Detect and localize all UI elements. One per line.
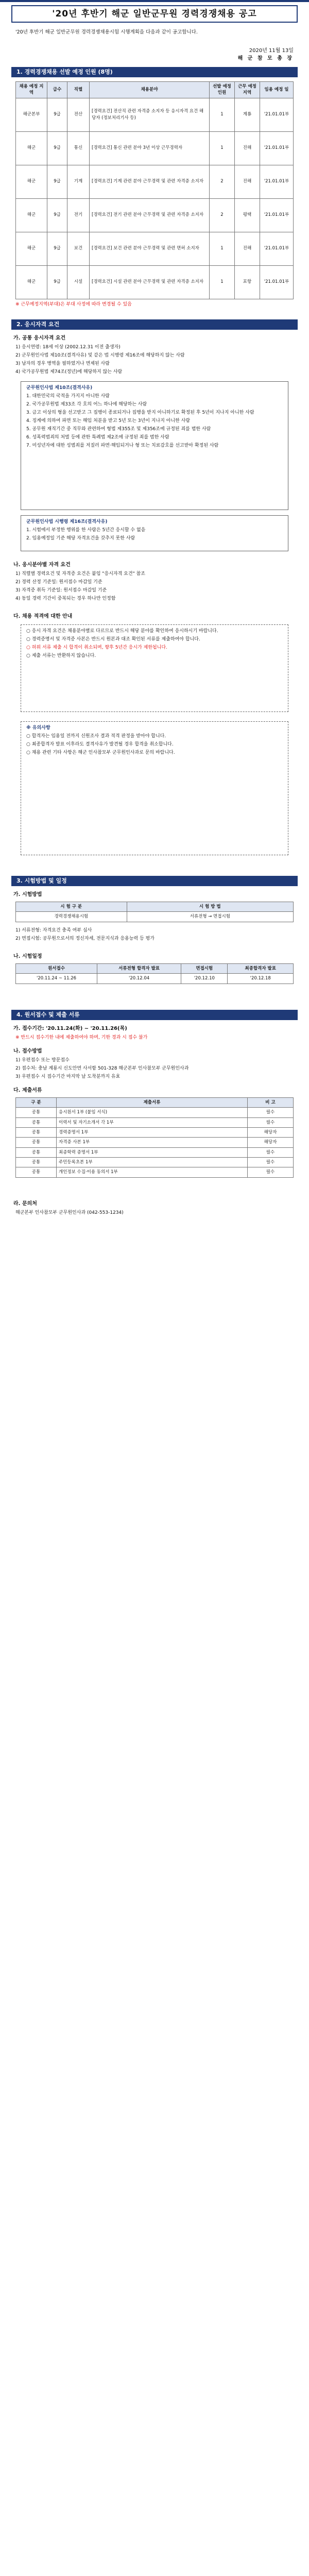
cell: 진해 [235,131,260,165]
header-cell: 채용분야 [90,82,210,98]
cell: 평택 [235,198,260,232]
cell: 보건 [67,232,90,265]
cell: 계룡 [235,98,260,131]
cell: 해군 [16,265,47,299]
application-period-note: ※ 반드시 접수기한 내에 제출하여야 하며, 기한 경과 시 접수 불가 [15,1035,148,1040]
cell: [경력요건] 통신 관련 분야 3년 이상 근무경력자 [90,131,210,165]
positions-header-row [16,82,294,98]
cell: 필수 [248,1108,294,1117]
cell: 자격증 사본 1부 [57,1138,248,1147]
list-item: 2) 경력 산정 기준일: 원서접수 마감일 기준 [15,580,102,585]
table-row [16,98,294,131]
cell: 해군 [16,131,47,165]
header-cell: 원서접수 [16,964,97,974]
cell: [경력요건] 전산직 관련 자격증 소지자 등 응시자격 요건 해당자 (정보처리기사 등) [90,98,210,131]
list-item: 2) 면접시험: 공무원으로서의 정신자세, 전문지식과 응용능력 등 평가 [15,936,154,942]
cell: 1 [210,232,235,265]
list-item: 4) 국가공무원법 제74조(정년)에 해당하지 않는 사람 [15,369,123,375]
subsection-application-method: 나. 접수방법 [13,1048,42,1054]
cell: '21.01.01부 [260,165,294,198]
list-item: 2) 접수처: 충남 계룡시 신도안면 사서함 501-328 해군본부 인사참모부 군무원인사과 [15,1066,189,1072]
contact-line: 해군본부 인사참모부 군무원인사과 (042-553-1234) [15,1210,124,1215]
table-header-row [16,1098,294,1108]
cell: 서류전형 → 면접시험 [127,912,293,922]
cell: 2 [210,198,235,232]
cell: 전산 [67,98,90,131]
list-item: ○ 응시 자격 요건은 채용분야별로 다르므로 반드시 해당 분야를 확인하여 응시하시기 바랍니다. [26,629,218,634]
required-documents-table [15,1097,294,1178]
signoff-org: 해 군 참 모 총 장 [237,55,294,61]
cell: 9급 [47,265,67,299]
cell: 필수 [248,1167,294,1177]
list-item: ○ 합격자는 임용일 전까지 신원조사 결과 적격 판정을 받아야 합니다. [26,734,166,739]
positions-footnote: ※ 근무예정지역(부대)은 부대 사정에 따라 변경될 수 있음 [15,301,132,307]
contact-info [15,1210,294,1218]
list-item: 2. 임용예정일 기준 해당 자격요건을 갖추지 못한 사람 [26,536,135,541]
cell: 해군본부 [16,98,47,131]
list-item: 1) 직렬별 경력요건 및 자격증 요건은 붙임 "응시자격 요건" 참조 [15,571,145,577]
cell: 1 [210,131,235,165]
list-item: 3) 남자의 경우 병역을 필하였거나 면제된 사람 [15,361,110,367]
header-cell: 시 험 방 법 [127,902,293,912]
box-title: 군무원인사법 시행령 제16조(결격사유) [26,519,108,524]
table-row [16,198,294,232]
cell: 공통 [16,1138,57,1147]
cell: 기계 [67,165,90,198]
list-item: ○ 경력증명서 및 자격증 사본은 반드시 원본과 대조 확인된 서류를 제출하여야 합니다. [26,637,200,642]
table-row [16,1117,294,1127]
cell: 필수 [248,1157,294,1167]
cell: 9급 [47,131,67,165]
cell: 공통 [16,1108,57,1117]
cell: 공통 [16,1127,57,1137]
enforcement-decree-box [21,515,288,551]
cell: [경력요건] 전기 관련 분야 근무경력 및 관련 자격증 소지자 [90,198,210,232]
cell: 이력서 및 자기소개서 각 1부 [57,1117,248,1127]
cell: [경력요건] 기계 관련 분야 근무경력 및 관련 자격증 소지자 [90,165,210,198]
list-item: 3) 우편접수 시 접수기간 마지막 날 도착분까지 유효 [15,1074,121,1080]
cell: '21.01.01부 [260,198,294,232]
cell: 2 [210,165,235,198]
exam-method-table [15,902,294,922]
cell: '20.12.10 [181,974,228,984]
header-cell: 직렬 [67,82,90,98]
cell: '20.12.04 [97,974,181,984]
cell: 해군 [16,232,47,265]
table-row [16,1147,294,1157]
list-item: 4. 징계에 의하여 파면 또는 해임 처분을 받고 5년 또는 3년이 지나지 아니한 사람 [26,418,191,424]
cell: 공통 [16,1117,57,1127]
cell: '21.01.01부 [260,98,294,131]
table-row [16,1127,294,1137]
header-cell: 비 고 [248,1098,294,1108]
cell: 경력경쟁채용시험 [16,912,127,922]
table-row [16,1167,294,1177]
table-row [16,912,294,922]
section-3-heading: 3. 시험방법 및 일정 [11,876,298,886]
cell: '21.01.01부 [260,232,294,265]
cell: 9급 [47,165,67,198]
cell: 공통 [16,1157,57,1167]
signoff [238,47,294,62]
header-cell: 채용 예정 지역 [16,82,47,98]
table-row [16,1108,294,1117]
intro-text: '20년 후반기 해군 일반군무원 경력경쟁채용시험 시행계획을 다음과 같이 공고합니다. [15,29,198,35]
list-item: 4) 동일 경력 기간이 중복되는 경우 하나만 인정함 [15,596,116,602]
cell: 시설 [67,265,90,299]
list-item: ○ 제출 서류는 반환하지 않습니다. [26,653,96,659]
list-item: 2. 국가공무원법 제33조 각 호의 어느 하나에 해당하는 사람 [26,402,147,408]
cell: 공통 [16,1147,57,1157]
cell: 해군 [16,165,47,198]
box-title: ※ 유의사항 [26,725,50,731]
cell: [경력요건] 보건 관련 분야 근무경력 및 관련 면허 소지자 [90,232,210,265]
cell: 경력증명서 1부 [57,1127,248,1137]
list-item: 1. 시험에서 부정한 행위를 한 사람은 5년간 응시할 수 없음 [26,528,146,533]
cell: 필수 [248,1147,294,1157]
subsection-field-requirements: 나. 응시분야별 자격 요건 [13,562,71,568]
cell: '20.11.24 ~ 11.26 [16,974,97,984]
header-cell: 근무 예정 지역 [235,82,260,98]
subsection-exam-method: 가. 시험방법 [13,892,42,897]
table-header-row [16,902,294,912]
table-row [16,265,294,299]
section-2-heading: 2. 응시자격 요건 [11,319,298,330]
common-requirements-list [15,344,294,377]
exam-method-notes [15,927,294,944]
application-method-list [15,1057,294,1082]
cell: 해당자 [248,1138,294,1147]
cell: 진해 [235,232,260,265]
list-item: ○ 허위 서류 제출 시 합격이 취소되며, 향후 5년간 응시가 제한됩니다. [26,645,167,651]
cell: 공통 [16,1167,57,1177]
cell: 필수 [248,1117,294,1127]
table-header-row [16,964,294,974]
list-item: 1) 응시연령: 18세 이상 (2002.12.31 이전 출생자) [15,345,121,350]
eligibility-guide-box [21,624,288,712]
header-cell: 시 험 구 분 [16,902,127,912]
cell: 9급 [47,232,67,265]
subsection-eligibility-guide: 다. 채용 적격에 대한 안내 [13,614,73,619]
list-item: 3) 자격증 취득 기준일: 원서접수 마감일 기준 [15,588,107,594]
cell: 1 [210,265,235,299]
table-row [16,1157,294,1167]
disqualification-box [21,381,288,510]
cell: 포항 [235,265,260,299]
list-item: 3. 금고 이상의 형을 선고받고 그 집행이 종료되거나 집행을 받지 아니하기로 확정된 후 5년이 지나지 아니한 사람 [26,410,254,416]
header-cell: 서류전형 합격자 발표 [97,964,181,974]
list-item: 1. 대한민국의 국적을 가지지 아니한 사람 [26,394,110,399]
cell: 9급 [47,198,67,232]
cell: 최종학력 증명서 1부 [57,1147,248,1157]
header-cell: 선발 예정 인원 [210,82,235,98]
list-item: 6. 성폭력범죄의 처벌 등에 관한 특례법 제2조에 규정된 죄를 범한 사람 [26,435,169,440]
signoff-date: 2020년 11월 13일 [249,48,294,54]
table-row [16,131,294,165]
field-requirements-list [15,571,294,604]
top-accent-bar [0,0,309,2]
cell: '21.01.01부 [260,131,294,165]
table-row [16,165,294,198]
cell: 9급 [47,98,67,131]
list-item: 7. 미성년자에 대한 성범죄를 저질러 파면·해임되거나 형 또는 치료감호를 선고받아 확정된 사람 [26,443,219,449]
list-item: 1) 서류전형: 자격요건 충족 여부 심사 [15,928,92,933]
section-1-heading: 1. 경력경쟁채용 선발 예정 인원 (8명) [11,67,298,77]
cell: '21.01.01부 [260,265,294,299]
cell: 해당자 [248,1127,294,1137]
table-row [16,1138,294,1147]
positions-table [15,81,294,308]
list-item: 2) 군무원인사법 제10조(결격사유) 및 같은 법 시행령 제16조에 해당하지 않는 사람 [15,353,185,359]
document-title: '20년 후반기 해군 일반군무원 경력경쟁채용 공고 [11,5,298,23]
box-title: 군무원인사법 제10조(결격사유) [26,385,93,391]
list-item: 5. 공무원 재직기간 중 직무와 관련하여 형법 제355조 및 제356조에 규정된 죄를 범한 사람 [26,427,211,432]
cell: 통신 [67,131,90,165]
cell: 주민등록초본 1부 [57,1157,248,1167]
cell: 1 [210,98,235,131]
cell: 개인정보 수집·이용 동의서 1부 [57,1167,248,1177]
header-cell: 최종합격자 발표 [228,964,294,974]
table-row [16,974,294,984]
cell: '20.12.18 [228,974,294,984]
header-cell: 급수 [47,82,67,98]
section-4-heading: 4. 원서접수 및 제출 서류 [11,1010,298,1020]
caution-box [21,721,288,855]
list-item: 1) 우편접수 또는 방문접수 [15,1058,70,1063]
list-item: ○ 채용 관련 기타 사항은 해군 인사참모부 군무원인사과로 문의 바랍니다. [26,750,175,756]
subsection-contact: 라. 문의처 [13,1201,37,1207]
cell: [경력요건] 시설 관련 분야 근무경력 및 관련 자격증 소지자 [90,265,210,299]
cell: 진해 [235,165,260,198]
list-item: ○ 최종합격자 발표 이후라도 결격사유가 발견될 경우 합격을 취소합니다. [26,742,174,748]
exam-schedule-table [15,963,294,984]
subsection-exam-schedule: 나. 시험일정 [13,954,42,959]
cell: 응시원서 1부 (붙임 서식) [57,1108,248,1117]
subsection-application-period: 가. 접수기간: '20.11.24(화) ~ '20.11.26(목) [13,1026,127,1031]
subsection-common-requirements: 가. 공통 응시자격 요건 [13,335,66,341]
header-cell: 면접시험 [181,964,228,974]
header-cell: 구 분 [16,1098,57,1108]
cell: 해군 [16,198,47,232]
cell: 전기 [67,198,90,232]
header-cell: 임용 예정 일 [260,82,294,98]
table-row [16,232,294,265]
subsection-required-documents: 다. 제출서류 [13,1088,42,1093]
header-cell: 제출서류 [57,1098,248,1108]
